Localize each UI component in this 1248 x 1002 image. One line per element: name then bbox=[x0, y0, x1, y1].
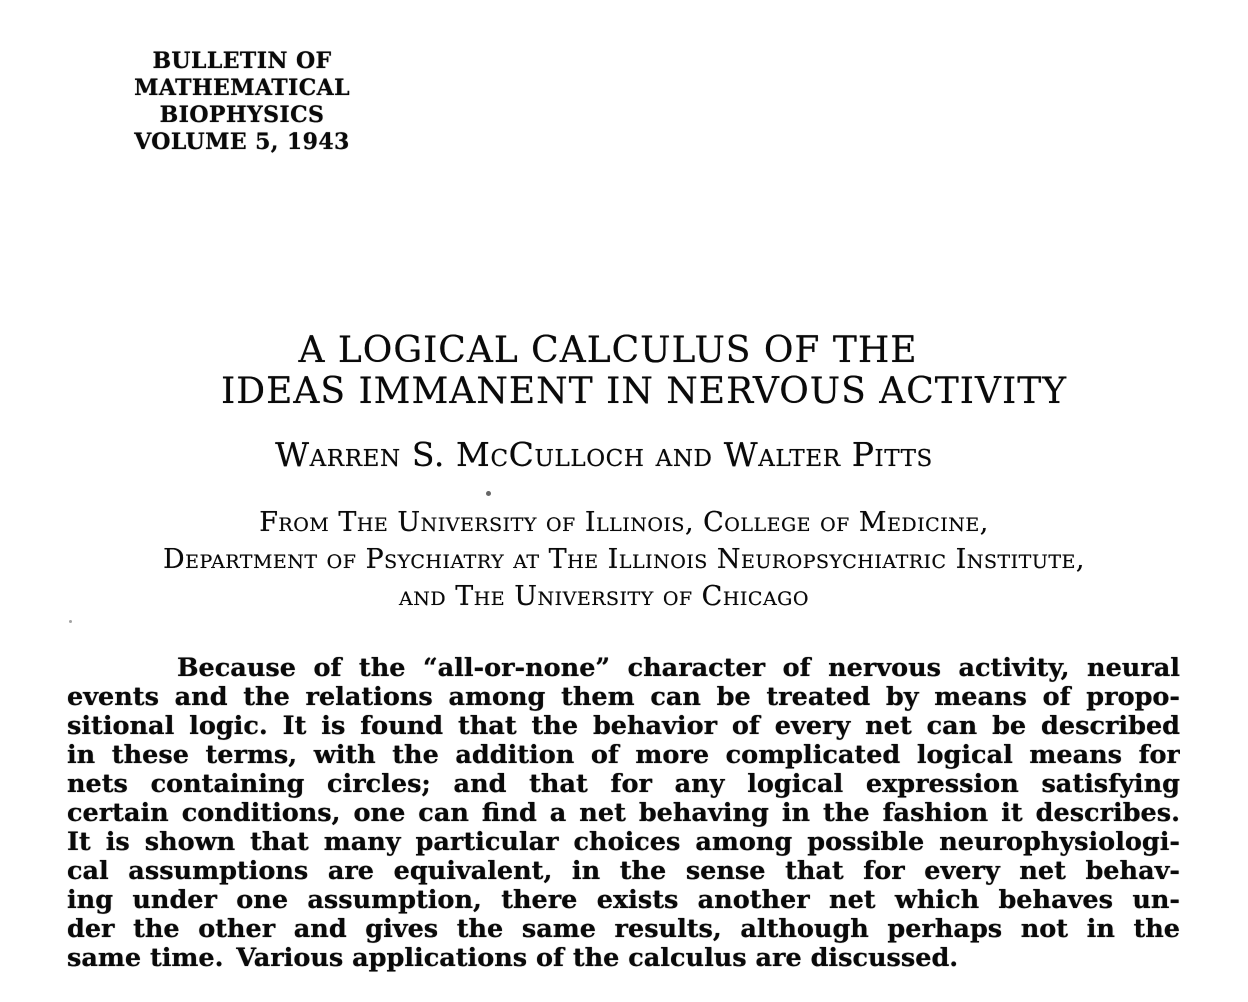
paper-title bbox=[0, 330, 1248, 412]
affiliation-block bbox=[0, 504, 1248, 615]
abstract-line: cal assumptions are equivalent, in the sense that for every net behav- bbox=[67, 857, 1180, 886]
masthead-journal-name: MATHEMATICAL BIOPHYSICS bbox=[134, 75, 350, 128]
abstract-line: same time. Various applications of the calculus are discussed. bbox=[67, 944, 959, 973]
abstract-line: sitional logic. It is found that the behavior of every net can be described bbox=[67, 712, 1180, 741]
paper-title-line-1: A LOGICAL CALCULUS OF THE bbox=[298, 330, 918, 371]
abstract-line: der the other and gives the same results, although perhaps not in the bbox=[67, 915, 1180, 944]
abstract-line: It is shown that many particular choices among possible neurophysiologi- bbox=[67, 828, 1180, 857]
abstract-line: in these terms, with the addition of more complicated logical means for bbox=[67, 741, 1180, 770]
abstract-line: events and the relations among them can be treated by means of propo- bbox=[67, 683, 1180, 712]
abstract-line: Because of the “all-or-none” character of nervous activity, neural bbox=[177, 654, 1180, 683]
abstract-line: nets containing circles; and that for any logical expression satisfying bbox=[67, 770, 1180, 799]
authors-line: Warren S. McCulloch and Walter Pitts bbox=[275, 435, 933, 474]
affiliation-line-3: and The University of Chicago bbox=[399, 581, 809, 612]
masthead-bulletin-line: BULLETIN OF bbox=[152, 48, 332, 74]
abstract-line: ing under one assumption, there exists another net which behaves un- bbox=[67, 886, 1180, 915]
masthead-volume-year: VOLUME 5, 1943 bbox=[134, 129, 350, 155]
affiliation-line-2: Department of Psychiatry at The Illinois Neuropsychiatric Institute, bbox=[163, 544, 1085, 575]
scan-speck bbox=[486, 491, 491, 496]
journal-masthead bbox=[52, 48, 432, 156]
affiliation-line-1: From The University of Illinois, College of Medicine, bbox=[259, 507, 989, 538]
abstract-line: certain conditions, one can find a net behaving in the fashion it describes. bbox=[67, 799, 1180, 828]
abstract-paragraph bbox=[67, 654, 1180, 973]
scan-speck bbox=[69, 620, 72, 623]
paper-title-line-2: IDEAS IMMANENT IN NERVOUS ACTIVITY bbox=[220, 371, 1067, 412]
